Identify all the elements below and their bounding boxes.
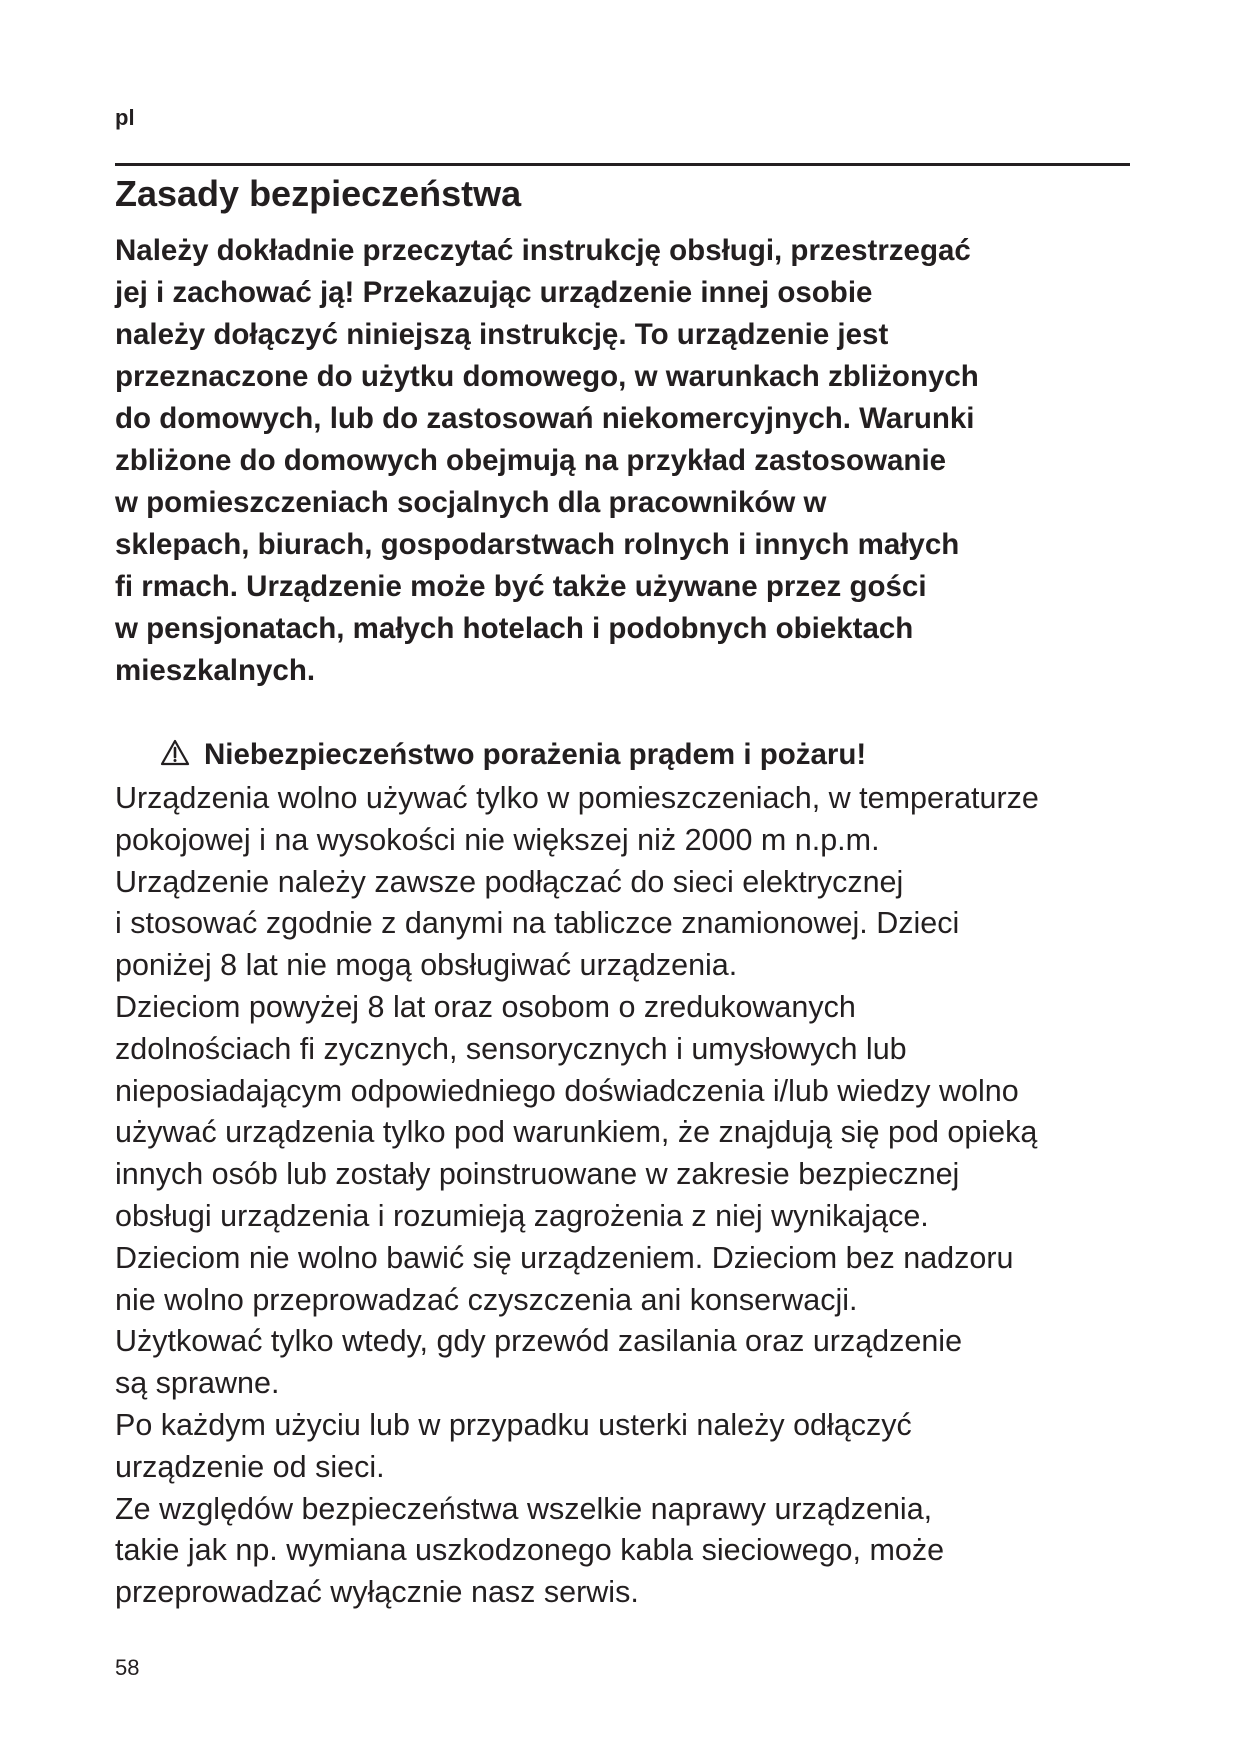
header-rule xyxy=(115,163,1130,166)
body-line: Urządzenia wolno używać tylko w pomieszczeniach, w temperaturze xyxy=(115,781,1039,815)
body-line: zdolnościach fi zycznych, sensorycznych i umysłowych lub xyxy=(115,1031,907,1066)
warning-heading-text: Niebezpieczeństwo porażenia prądem i pożaru! xyxy=(204,738,867,771)
page-number: 58 xyxy=(115,1655,140,1680)
body-line: są sprawne. xyxy=(115,1366,280,1401)
intro-line: do domowych, lub do zastosowań niekomercyjnych. Warunki xyxy=(115,402,975,435)
intro-paragraph xyxy=(115,230,1155,692)
body-line: innych osób lub zostały poinstruowane w zakresie bezpiecznej xyxy=(115,1157,960,1192)
safety-body xyxy=(115,778,1175,1614)
intro-line: fi rmach. Urządzenie może być także używane przez gości xyxy=(115,570,927,603)
intro-line: mieszkalnych. xyxy=(115,654,316,687)
body-line: takie jak np. wymiana uszkodzonego kabla sieciowego, może xyxy=(115,1533,945,1568)
section-title: Zasady bezpieczeństwa xyxy=(115,173,522,214)
intro-line: zbliżone do domowych obejmują na przykład zastosowanie xyxy=(115,444,947,477)
body-line: Ze względów bezpieczeństwa wszelkie naprawy urządzenia, xyxy=(115,1491,933,1526)
body-line: nieposiadającym odpowiedniego doświadczenia i/lub wiedzy wolno xyxy=(115,1073,1019,1108)
intro-line: w pomieszczeniach socjalnych dla pracowników w xyxy=(115,486,827,519)
body-line: nie wolno przeprowadzać czyszczenia ani konserwacji. xyxy=(115,1282,858,1317)
body-line: używać urządzenia tylko pod warunkiem, że znajdują się pod opieką xyxy=(115,1115,1038,1150)
warning-triangle-icon xyxy=(160,739,190,766)
body-line: pokojowej i na wysokości nie większej niż 2000 m n.p.m. xyxy=(115,822,880,857)
intro-line: jej i zachować ją! Przekazując urządzenie innej osobie xyxy=(115,276,873,309)
body-line: Dzieciom nie wolno bawić się urządzeniem. Dzieciom bez nadzoru xyxy=(115,1240,1014,1275)
body-line: Dzieciom powyżej 8 lat oraz osobom o zredukowanych xyxy=(115,989,856,1024)
intro-line: należy dołączyć niniejszą instrukcję. To urządzenie jest xyxy=(115,318,889,351)
body-line: Urządzenie należy zawsze podłączać do sieci elektrycznej xyxy=(115,864,904,899)
body-line: Po każdym użyciu lub w przypadku usterki należy odłączyć xyxy=(115,1407,912,1442)
body-line: poniżej 8 lat nie mogą obsługiwać urządzenia. xyxy=(115,948,738,983)
language-code: pl xyxy=(115,105,135,130)
body-line: Użytkować tylko wtedy, gdy przewód zasilania oraz urządzenie xyxy=(115,1324,963,1359)
intro-line: w pensjonatach, małych hotelach i podobnych obiektach xyxy=(115,612,914,645)
intro-line: Należy dokładnie przeczytać instrukcję obsługi, przestrzegać xyxy=(115,234,971,267)
intro-line: przeznaczone do użytku domowego, w warunkach zbliżonych xyxy=(115,360,979,393)
intro-line: sklepach, biurach, gospodarstwach rolnych i innych małych xyxy=(115,528,960,561)
body-line: przeprowadzać wyłącznie nasz serwis. xyxy=(115,1575,639,1610)
warning-heading xyxy=(160,735,866,775)
body-line: i stosować zgodnie z danymi na tabliczce znamionowej. Dzieci xyxy=(115,906,960,941)
body-line: urządzenie od sieci. xyxy=(115,1449,385,1484)
body-line: obsługi urządzenia i rozumieją zagrożenia z niej wynikające. xyxy=(115,1198,929,1233)
